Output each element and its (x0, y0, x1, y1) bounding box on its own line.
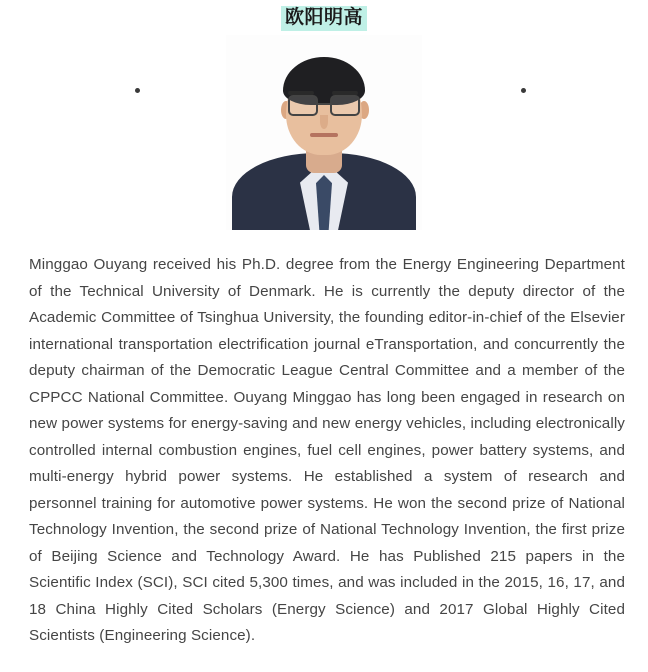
glasses-bridge (318, 103, 330, 105)
portrait-mouth (310, 133, 338, 137)
glasses-lens-left (288, 95, 318, 116)
bullet-dot-right-icon (521, 88, 526, 93)
bullet-dot-left-icon (135, 88, 140, 93)
portrait-glasses (284, 95, 364, 117)
portrait-area (0, 30, 648, 230)
glasses-lens-right (330, 95, 360, 116)
page-title: 欧阳明高 (281, 6, 367, 31)
biography-text: Minggao Ouyang received his Ph.D. degree from the Energy Engineering Department of the Technical University of Denmark. He is currently the deputy director of the Academic Committee of Tsinghua University, the founding editor-in-chief of the Elsevier international transportation electrification journal eTransportation, and concurrently the deputy chairman of the Democratic League Central Committee and a member of the CPPCC National Committee. Ouyang Minggao has long been engaged in research on new power systems for energy-saving and new energy vehicles, including electronically controlled internal combustion engines, fuel cell engines, power battery systems, and multi-energy hybrid power systems. He established a system of research and personnel training for automotive power systems. He won the second prize of National Technology Invention, the second prize of National Technology Invention, the first prize of Beijing Science and Technology Award. He has Published 215 papers in the Scientific Index (SCI), SCI cited 5,300 times, and was included in the 2015, 16, 17, and 18 China Highly Cited Scholars (Energy Science) and 2017 Global Highly Cited Scientists (Engineering Science). (29, 256, 625, 645)
portrait-photo (226, 35, 422, 230)
portrait-nose (320, 115, 328, 129)
title-row (0, 0, 648, 30)
